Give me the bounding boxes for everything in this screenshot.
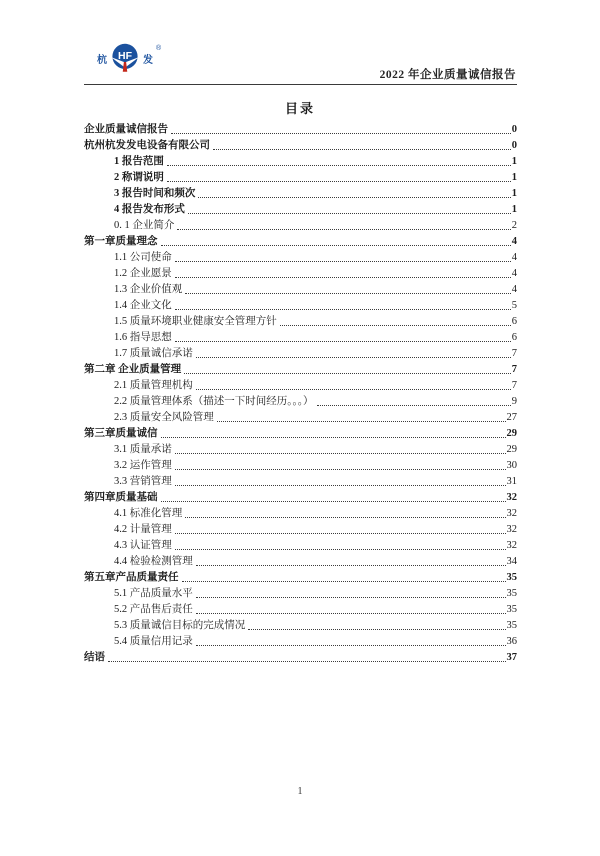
toc-entry[interactable] <box>84 137 517 153</box>
toc-entry[interactable] <box>84 249 517 265</box>
toc-page-number: 37 <box>506 652 517 663</box>
toc-entry-label: 结语 <box>84 652 105 663</box>
toc-dot-leader <box>184 373 511 374</box>
toc-entry[interactable] <box>84 409 517 425</box>
toc-entry-label: 3.2 运作管理 <box>114 460 172 471</box>
toc-entry-label: 第五章产品质量责任 <box>84 572 179 583</box>
toc-entry[interactable] <box>84 393 517 409</box>
toc-entry-label: 第四章质量基础 <box>84 492 158 503</box>
toc-page-number: 7 <box>511 380 517 391</box>
toc-entry-label: 杭州杭发发电设备有限公司 <box>84 140 210 151</box>
toc-dot-leader <box>167 181 511 182</box>
toc-entry-label: 4.1 标准化管理 <box>114 508 183 519</box>
toc-dot-leader <box>108 661 506 662</box>
toc-entry[interactable] <box>84 121 517 137</box>
toc-dot-leader <box>213 149 511 150</box>
toc-dot-leader <box>167 165 511 166</box>
toc-entry[interactable] <box>84 585 517 601</box>
toc-entry[interactable] <box>84 281 517 297</box>
toc-page-number: 1 <box>511 172 517 183</box>
toc-entry-label: 1.5 质量环境职业健康安全管理方针 <box>114 316 277 327</box>
toc-dot-leader <box>182 581 506 582</box>
toc-list <box>84 121 517 665</box>
toc-entry-label: 1.4 企业文化 <box>114 300 172 311</box>
toc-entry-label: 5.3 质量诚信目标的完成情况 <box>114 620 246 631</box>
toc-dot-leader <box>248 629 505 630</box>
toc-page-number: 36 <box>506 636 517 647</box>
toc-page-number: 29 <box>506 444 517 455</box>
registered-trademark-icon: ® <box>156 45 162 52</box>
toc-page-number: 35 <box>506 588 517 599</box>
toc-entry[interactable] <box>84 153 517 169</box>
toc-dot-leader <box>196 597 506 598</box>
logo-right-char: 发 <box>143 55 153 66</box>
toc-dot-leader <box>185 293 511 294</box>
toc-page-number: 32 <box>506 508 517 519</box>
toc-page-number: 6 <box>511 332 517 343</box>
toc-page-number: 0 <box>511 124 517 135</box>
toc-dot-leader <box>196 389 511 390</box>
toc-entry-label: 企业质量诚信报告 <box>84 124 168 135</box>
toc-dot-leader <box>175 469 506 470</box>
toc-entry-label: 4.2 计量管理 <box>114 524 172 535</box>
toc-entry-label: 4.3 认证管理 <box>114 540 172 551</box>
toc-page-number: 4 <box>511 284 517 295</box>
toc-page-number: 1 <box>511 188 517 199</box>
toc-entry[interactable] <box>84 649 517 665</box>
toc-entry-label: 3 报告时间和频次 <box>114 188 196 199</box>
toc-entry-label: 5.4 质量信用记录 <box>114 636 193 647</box>
toc-dot-leader <box>175 453 506 454</box>
logo-circle-text: HF <box>118 50 132 63</box>
toc-dot-leader <box>175 309 511 310</box>
toc-entry-label: 3.1 质量承诺 <box>114 444 172 455</box>
toc-entry-label: 第二章 企业质量管理 <box>84 364 182 375</box>
logo-left-char: 杭 <box>97 55 107 66</box>
toc-entry[interactable] <box>84 313 517 329</box>
toc-entry[interactable] <box>84 185 517 201</box>
toc-entry[interactable] <box>84 473 517 489</box>
toc-dot-leader <box>175 533 506 534</box>
toc-dot-leader <box>280 325 511 326</box>
toc-entry[interactable] <box>84 601 517 617</box>
toc-page-number: 27 <box>506 412 517 423</box>
toc-dot-leader <box>175 549 506 550</box>
toc-page-number: 32 <box>506 492 517 503</box>
toc-entry-label: 第一章质量理念 <box>84 236 158 247</box>
toc-page-number: 4 <box>511 252 517 263</box>
toc-entry[interactable] <box>84 345 517 361</box>
toc-page-number: 35 <box>506 620 517 631</box>
toc-page-number: 7 <box>511 364 517 375</box>
toc-page-number: 1 <box>511 156 517 167</box>
toc-dot-leader <box>188 213 511 214</box>
toc-dot-leader <box>175 261 511 262</box>
toc-entry-label: 2.1 质量管理机构 <box>114 380 193 391</box>
toc-page-number: 29 <box>506 428 517 439</box>
toc-dot-leader <box>161 245 511 246</box>
toc-entry[interactable] <box>84 329 517 345</box>
toc-entry[interactable] <box>84 537 517 553</box>
toc-entry[interactable] <box>84 617 517 633</box>
toc-entry-label: 1.6 指导思想 <box>114 332 172 343</box>
toc-entry[interactable] <box>84 297 517 313</box>
toc-dot-leader <box>177 229 510 230</box>
toc-page-number: 7 <box>511 348 517 359</box>
toc-entry-label: 1.3 企业价值观 <box>114 284 183 295</box>
toc-entry-label: 2.2 质量管理体系（描述一下时间经历。。。） <box>114 396 314 407</box>
toc-entry[interactable] <box>84 505 517 521</box>
toc-entry-label: 5.2 产品售后责任 <box>114 604 193 615</box>
toc-entry-label: 第三章质量诚信 <box>84 428 158 439</box>
toc-entry[interactable] <box>84 521 517 537</box>
toc-entry[interactable] <box>84 217 517 233</box>
toc-entry[interactable] <box>84 553 517 569</box>
toc-entry-label: 5.1 产品质量水平 <box>114 588 193 599</box>
toc-entry[interactable] <box>84 425 517 441</box>
toc-entry-label: 2 称谓说明 <box>114 172 164 183</box>
toc-page-number: 9 <box>511 396 517 407</box>
toc-entry-label: 2.3 质量安全风险管理 <box>114 412 214 423</box>
toc-dot-leader <box>185 517 505 518</box>
toc-page-number: 6 <box>511 316 517 327</box>
toc-page-number: 34 <box>506 556 517 567</box>
toc-dot-leader <box>196 357 511 358</box>
toc-dot-leader <box>175 485 506 486</box>
toc-dot-leader <box>161 501 506 502</box>
toc-entry[interactable] <box>84 201 517 217</box>
toc-entry[interactable] <box>84 489 517 505</box>
toc-entry-label: 1 报告范围 <box>114 156 164 167</box>
toc-title: 目录 <box>284 101 315 116</box>
toc-entry-label: 1.1 公司使命 <box>114 252 172 263</box>
toc-entry[interactable] <box>84 169 517 185</box>
toc-entry[interactable] <box>84 457 517 473</box>
company-logo <box>97 43 162 74</box>
toc-entry[interactable] <box>84 233 517 249</box>
toc-entry[interactable] <box>84 361 517 377</box>
toc-page-number: 31 <box>506 476 517 487</box>
toc-entry-label: 4 报告发布形式 <box>114 204 185 215</box>
toc-entry[interactable] <box>84 441 517 457</box>
toc-entry-label: 1.2 企业愿景 <box>114 268 172 279</box>
toc-entry[interactable] <box>84 633 517 649</box>
toc-dot-leader <box>175 277 511 278</box>
toc-page-number: 2 <box>511 220 517 231</box>
toc-dot-leader <box>196 645 506 646</box>
toc-dot-leader <box>196 613 506 614</box>
toc-entry-label: 3.3 营销管理 <box>114 476 172 487</box>
toc-page-number: 0 <box>511 140 517 151</box>
page-number: 1 <box>297 786 303 797</box>
header-divider <box>84 84 517 85</box>
toc-dot-leader <box>317 405 511 406</box>
toc-page-number: 35 <box>506 572 517 583</box>
toc-entry[interactable] <box>84 569 517 585</box>
toc-entry-label: 1.7 质量诚信承诺 <box>114 348 193 359</box>
toc-dot-leader <box>161 437 506 438</box>
toc-dot-leader <box>198 197 510 198</box>
toc-dot-leader <box>217 421 506 422</box>
toc-page-number: 35 <box>506 604 517 615</box>
toc-dot-leader <box>175 341 511 342</box>
toc-entry[interactable] <box>84 265 517 281</box>
toc-page-number: 32 <box>506 540 517 551</box>
toc-entry[interactable] <box>84 377 517 393</box>
toc-page-number: 32 <box>506 524 517 535</box>
toc-page-number: 5 <box>511 300 517 311</box>
toc-entry-label: 4.4 检验检测管理 <box>114 556 193 567</box>
toc-entry-label: 0. 1 企业简介 <box>114 220 175 231</box>
toc-page-number: 30 <box>506 460 517 471</box>
toc-page-number: 1 <box>511 204 517 215</box>
hf-emblem-icon <box>111 43 139 74</box>
toc-page-number: 4 <box>511 236 517 247</box>
toc-dot-leader <box>196 565 506 566</box>
report-title: 2022 年企业质量诚信报告 <box>379 69 516 81</box>
toc-dot-leader <box>171 133 511 134</box>
toc-page-number: 4 <box>511 268 517 279</box>
